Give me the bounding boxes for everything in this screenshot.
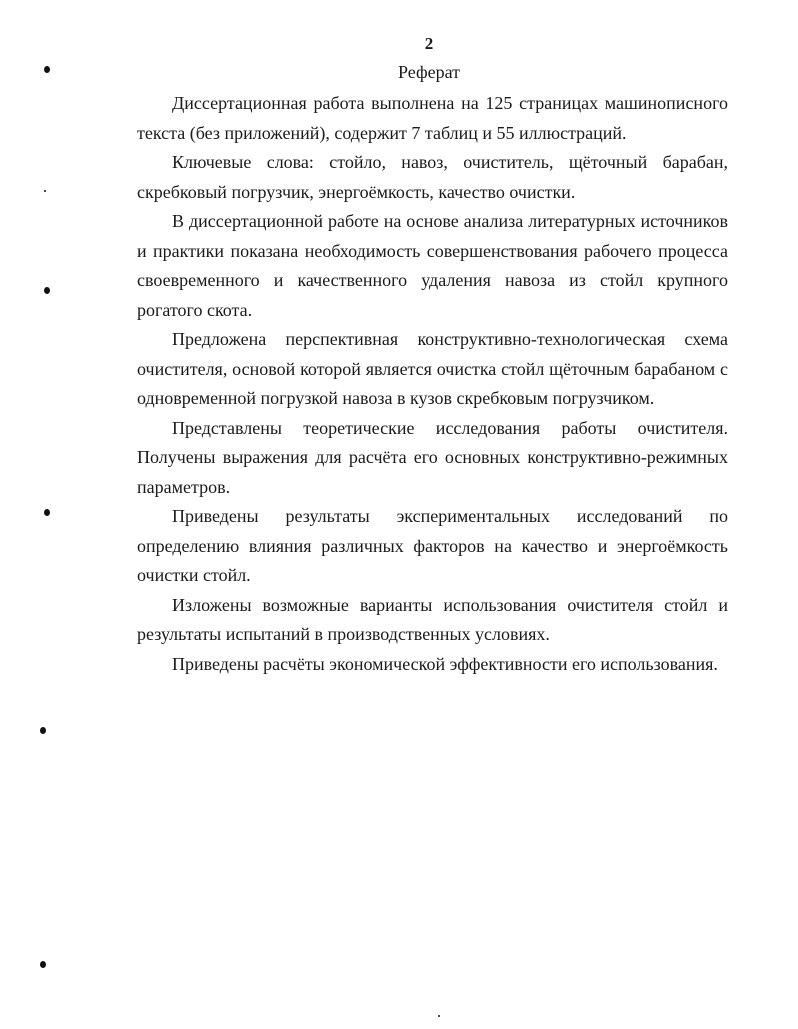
paragraph-experiments: Приведены результаты экспериментальных исследований по определению влияния различных факторов на качество и энергоёмкость очистки стойл. (137, 506, 728, 585)
abstract-body (137, 89, 728, 679)
binding-mark (44, 190, 46, 192)
paragraph-keywords: Ключевые слова: стойло, навоз, очиститель, щёточный барабан, скребковый погрузчик, энергоёмкость, качество очистки. (137, 152, 728, 202)
binding-mark (44, 66, 50, 73)
paragraph-scheme: Предложена перспективная конструктивно-технологическая схема очистителя, основой которой является очистка стойл щёточным барабаном с одновременной погрузкой навоза в кузов скребковым погрузчиком. (137, 329, 728, 408)
page-number: 2 (424, 34, 434, 53)
paragraph-relevance: В диссертационной работе на основе анализа литературных источников и практики показана необходимость совершенствования рабочего процесса своевременного и качественного удаления навоза из стойл крупного рогатого скота. (137, 211, 728, 320)
binding-mark (44, 509, 50, 516)
scan-speck (438, 1015, 440, 1017)
binding-mark (44, 287, 50, 294)
paragraph-volume: Диссертационная работа выполнена на 125 страницах машинописного текста (без приложений), содержит 7 таблиц и 55 иллюстраций. (137, 93, 728, 143)
paragraph-testing: Изложены возможные варианты использования очистителя стойл и результаты испытаний в производственных условиях. (137, 594, 728, 644)
binding-mark (40, 727, 46, 734)
abstract-title: Реферат (397, 62, 461, 82)
binding-mark (40, 961, 46, 968)
paragraph-theory: Представлены теоретические исследования работы очистителя. Получены выражения для расчёта его основных конструктивно-режимных параметров. (137, 417, 728, 497)
paragraph-economics: Приведены расчёты экономической эффективности его использования. (172, 653, 718, 674)
